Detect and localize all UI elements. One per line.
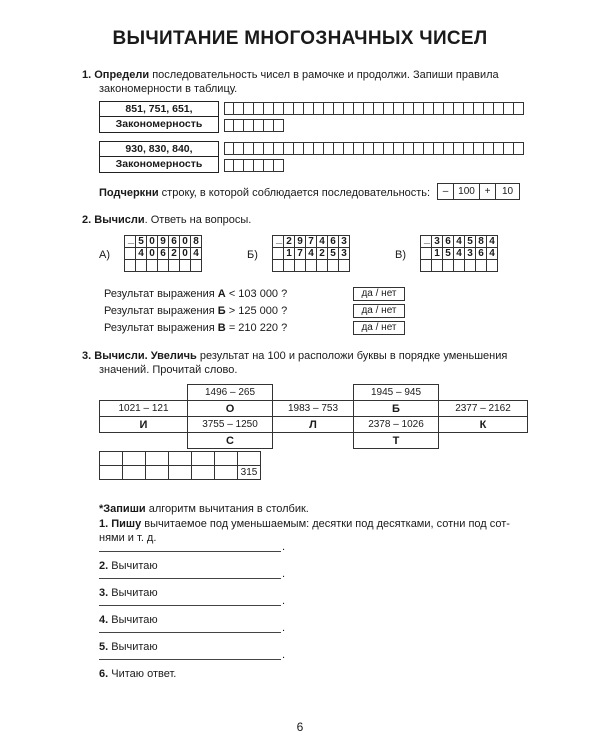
minus-sign-b: _ [276,233,283,245]
algo-step-4: 4. Вычитаю [99,614,158,626]
last-answer-cell: 315 [238,466,261,480]
column-subtraction-a[interactable]: 5 0 9 6 0 8 4 0 6 2 0 4 [124,235,202,272]
pattern-val-1: 100 [454,184,480,200]
task3-line1: результат на 100 и расположи буквы в порядке уменьшения [199,350,508,362]
answer-line-2[interactable] [99,578,281,579]
letter-l: Л [273,417,354,433]
expr-1: 1496 – 265 [188,385,273,401]
question-v: Результат выражения В = 210 220 ? [104,322,288,334]
algo-step-1-cont: нями и т. д. [99,532,157,544]
task3-line2: значений. Прочитай слово. [99,364,238,376]
page-number: 6 [296,720,304,734]
algo-step-6: 6. Читаю ответ. [99,668,177,680]
answer-grid-2[interactable] [224,142,524,155]
answer-line-1[interactable] [99,551,281,552]
task3-verb: Вычисли. Увеличь [94,350,197,362]
example-b-label: Б) [247,249,258,261]
expr-6: 3755 – 1250 [188,417,273,433]
task1-number: 1. [82,69,92,81]
column-subtraction-v[interactable]: 3 6 4 5 8 4 1 5 4 3 6 4 [420,235,498,272]
answer-grid-1[interactable] [224,102,524,115]
question-b: Результат выражения Б > 125 000 ? [104,305,288,317]
letter-s: С [188,433,273,449]
answer-line-4[interactable] [99,632,281,633]
task3-number: 3. [82,350,92,362]
algo-title: *Запиши алгоритм вычитания в столбик. [99,503,309,515]
letter-t: Т [354,433,439,449]
algo-step-2: 2. Вычитаю [99,560,158,572]
underline-verb: Подчеркни [99,187,159,199]
answer-line-4-dot: . [282,622,286,634]
expr-3: 1021 – 121 [100,401,188,417]
word-answer-grid[interactable] [99,451,261,480]
expr-2: 1945 – 945 [354,385,439,401]
letter-k: К [439,417,528,433]
answer-line-5-dot: . [282,649,286,661]
letter-i: И [100,417,188,433]
minus-sign-v: _ [424,233,431,245]
column-subtraction-b[interactable]: 2 9 7 4 6 3 1 7 4 2 5 3 [272,235,350,272]
sequence-1-box: 851, 751, 651, [99,101,219,117]
rule-label-2: Закономерность [99,157,219,173]
expr-block-o [187,384,273,449]
task2-text [82,213,251,227]
task1-text [82,68,527,82]
expr-block-b [353,384,439,449]
letter-b: Б [354,401,439,417]
task2-verb: Вычисли [94,214,145,226]
answer-line-2-dot: . [282,568,286,580]
answer-box-a[interactable]: да / нет [353,287,405,301]
pattern-box [437,183,520,200]
answer-line-3[interactable] [99,605,281,606]
minus-sign-a: _ [128,233,135,245]
letter-o: О [188,401,273,417]
underline-text: строку, в которой соблюдается последовательность: [161,187,431,199]
page-title: ВЫЧИТАНИЕ МНОГОЗНАЧНЫХ ЧИСЕЛ [112,28,488,49]
expr-4: 1983 – 753 [273,401,354,417]
rule-label-1: Закономерность [99,117,219,133]
expr-block-i [99,400,188,433]
pattern-op-2: + [480,184,496,200]
algo-step-1: 1. Пишу вычитаемое под уменьшаемым: десятки под десятками, сотни под сот- [99,518,510,530]
question-a: Результат выражения А < 103 000 ? [104,288,288,300]
answer-line-5[interactable] [99,659,281,660]
pattern-op-1: – [438,184,454,200]
answer-box-b[interactable]: да / нет [353,304,405,318]
answer-line-3-dot: . [282,595,286,607]
example-a-label: А) [99,249,110,261]
task2-rest: . Ответь на вопросы. [144,214,252,226]
answer-line-1-dot: . [282,541,286,553]
expr-block-l [272,400,354,433]
task1-verb: Определи [94,69,150,81]
sequence-2-box: 930, 830, 840, [99,141,219,157]
algo-step-3: 3. Вычитаю [99,587,158,599]
expr-5: 2377 – 2162 [439,401,528,417]
pattern-val-2: 10 [496,184,520,200]
task3-text [82,349,527,363]
expr-block-k [438,400,528,433]
task1-line2: закономерности в таблицу. [99,83,238,95]
expr-7: 2378 – 1026 [354,417,439,433]
answer-box-v[interactable]: да / нет [353,321,405,335]
task2-number: 2. [82,214,92,226]
rule-grid-2[interactable] [224,159,284,172]
algo-step-5: 5. Вычитаю [99,641,158,653]
example-v-label: В) [395,249,406,261]
task1-line1: последовательность чисел в рамочке и продолжи. Запиши правила [152,69,499,81]
underline-instruction [99,186,430,200]
rule-grid-1[interactable] [224,119,284,132]
